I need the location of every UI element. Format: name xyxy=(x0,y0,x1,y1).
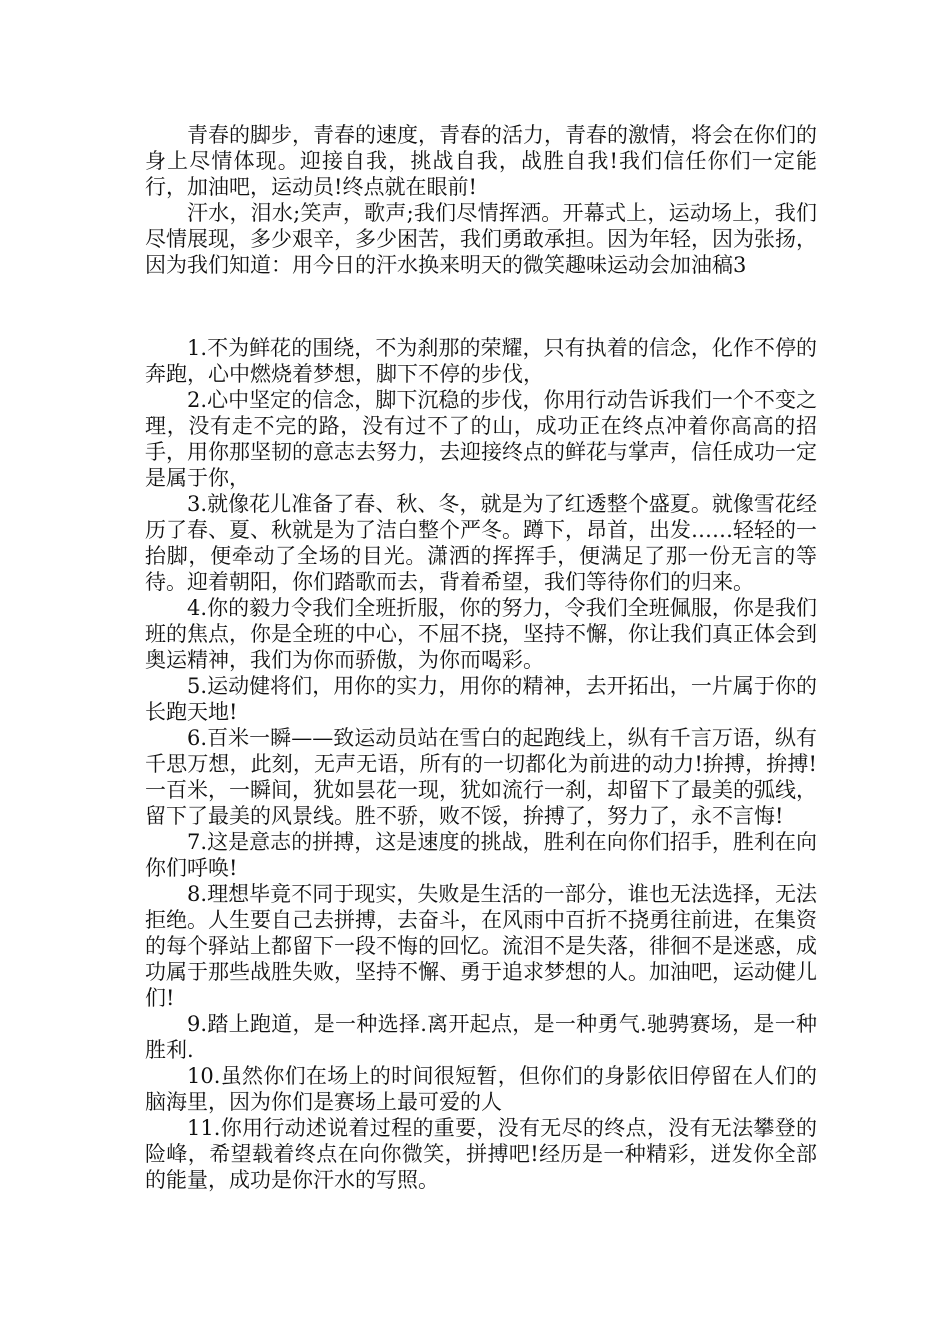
section-gap xyxy=(145,278,817,335)
numbered-paragraph-8: 8.理想毕竟不同于现实，失败是生活的一部分，谁也无法选择，无法拒绝。人生要自己去拼搏，去奋斗，在风雨中百折不挠勇往前进，在集资的每个驿站上都留下一段不悔的回忆。流泪不是失落，徘徊不是迷惑，成功属于那些战胜失败，坚持不懈、勇于追求梦想的人。加油吧，运动健儿们! xyxy=(145,882,817,1010)
numbered-paragraph-4: 4.你的毅力令我们全班折服，你的努力，令我们全班佩服，你是我们班的焦点，你是全班的中心，不屈不挠，坚持不懈，你让我们真正体会到奥运精神，我们为你而骄傲，为你而喝彩。 xyxy=(145,596,817,672)
document-body xyxy=(145,122,817,1193)
numbered-paragraph-11: 11.你用行动述说着过程的重要，没有无尽的终点，没有无法攀登的险峰，希望载着终点在向你微笑，拼搏吧!经历是一种精彩，迸发你全部的能量，成功是你汗水的写照。 xyxy=(145,1116,817,1192)
numbered-paragraph-7: 7.这是意志的拼搏，这是速度的挑战，胜利在向你们招手，胜利在向你们呼唤! xyxy=(145,830,817,880)
intro-paragraph-1: 青春的脚步，青春的速度，青春的活力，青春的激情，将会在你们的身上尽情体现。迎接自我，挑战自我，战胜自我!我们信任你们一定能行，加油吧，运动员!终点就在眼前! xyxy=(145,123,817,199)
numbered-paragraph-2: 2.心中坚定的信念，脚下沉稳的步伐，你用行动告诉我们一个不变之理，没有走不完的路，没有过不了的山，成功正在终点冲着你高高的招手，用你那坚韧的意志去努力，去迎接终点的鲜花与掌声，信任成功一定是属于你， xyxy=(145,388,817,490)
intro-paragraph-2: 汗水，泪水;笑声，歌声;我们尽情挥洒。开幕式上，运动场上，我们尽情展现，多少艰辛，多少困苦，我们勇敢承担。因为年轻，因为张扬，因为我们知道：用今日的汗水换来明天的微笑趣味运动会加油稿3 xyxy=(145,201,817,277)
numbered-paragraph-6: 6.百米一瞬——致运动员站在雪白的起跑线上，纵有千言万语，纵有千思万想，此刻，无声无语，所有的一切都化为前进的动力!拚搏，拚搏!一百米，一瞬间，犹如昙花一现，犹如流行一刹，却留下了最美的弧线，留下了最美的风景线。胜不骄，败不馁，拚搏了，努力了，永不言悔! xyxy=(145,726,817,828)
numbered-paragraph-9: 9.踏上跑道，是一种选择.离开起点，是一种勇气.驰骋赛场，是一种胜利. xyxy=(145,1012,817,1062)
numbered-paragraph-3: 3.就像花儿准备了春、秋、冬，就是为了红透整个盛夏。就像雪花经历了春、夏、秋就是为了洁白整个严冬。蹲下，昂首，出发……轻轻的一抬脚，便牵动了全场的目光。潇洒的挥挥手，便满足了那一份无言的等待。迎着朝阳，你们踏歌而去，背着希望，我们等待你们的归来。 xyxy=(145,492,817,594)
numbered-paragraph-1: 1.不为鲜花的围绕，不为刹那的荣耀，只有执着的信念，化作不停的奔跑，心中燃烧着梦想，脚下不停的步伐， xyxy=(145,336,817,386)
numbered-paragraph-5: 5.运动健将们，用你的实力，用你的精神，去开拓出，一片属于你的长跑天地! xyxy=(145,674,817,724)
numbered-paragraph-10: 10.虽然你们在场上的时间很短暂，但你们的身影依旧停留在人们的脑海里，因为你们是赛场上最可爱的人 xyxy=(145,1064,817,1114)
